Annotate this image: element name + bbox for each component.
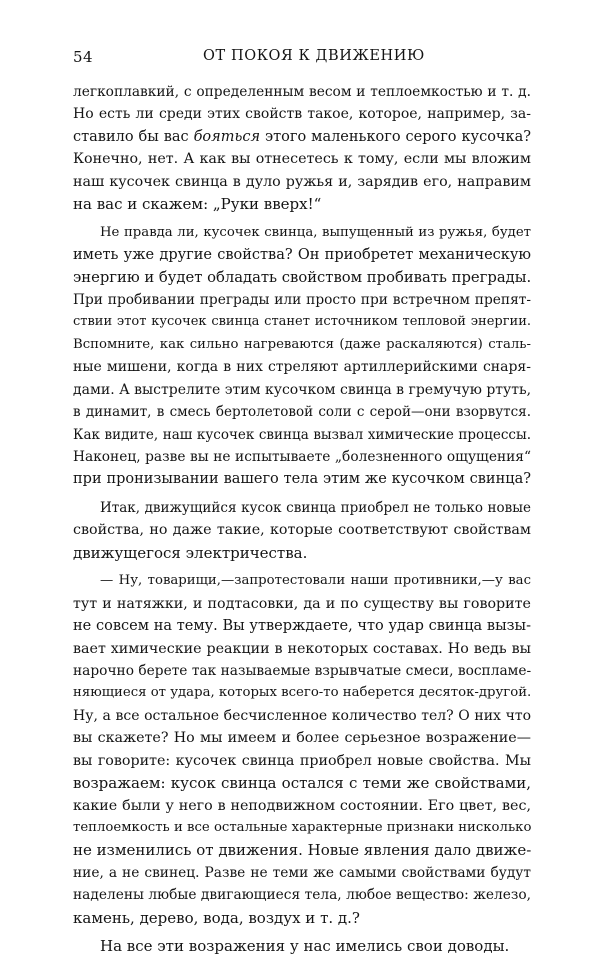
text-line: ствии этот кусочек свинца станет источником тепловой энергии.: [73, 314, 531, 330]
text-line: Но есть ли среди этих свойств такое, которое, например, за-: [73, 106, 531, 123]
page-number: 54: [73, 48, 94, 66]
text-line: при пронизывании вашего тела этим же кусочком свинца?: [73, 471, 531, 488]
text-line: вы говорите: кусочек свинца приобрел новые свойства. Мы: [73, 752, 531, 769]
body-text: [73, 81, 531, 958]
text-line: наделены любые двигающиеся тела, любое вещество: железо,: [73, 887, 531, 904]
text-line: вы скажете? Но мы имеем и более серьезное возражение—: [73, 730, 531, 747]
text-line: наш кусочек свинца в дуло ружья и, зарядив его, направим: [73, 173, 531, 190]
text-line: энергию и будет обладать свойством пробивать преграды.: [73, 268, 531, 286]
text-line: — Ну, товарищи,—запротестовали наши противники,—у вас: [100, 573, 531, 589]
text-line: возражаем: кусок свинца остался с теми же свойствами,: [73, 774, 531, 793]
text-line: легкоплавкий, с определенным весом и теплоемкостью и т. д.: [73, 84, 531, 100]
text-line: Как видите, наш кусочек свинца вызвал химические процессы.: [73, 426, 531, 443]
text-line: дами. А выстрелите этим кусочком свинца в гремучую ртуть,: [73, 381, 531, 398]
text-line: тут и натяжки, и подтасовки, да и по существу вы говорите: [73, 595, 531, 612]
text-line: на вас и скажем: „Руки вверх!“: [73, 195, 322, 214]
text-line: При пробивании преграды или просто при встречном препят-: [73, 291, 531, 308]
text-line: Наконец, разве вы не испытываете „болезненного ощущения“: [73, 449, 531, 465]
running-title: ОТ ПОКОЯ К ДВИЖЕНИЮ: [203, 48, 425, 64]
text-line: Ну, а все остальное бесчисленное количество тел? О них что: [73, 707, 531, 724]
text-line: ние, а не свинец. Разве не теми же самыми свойствами будут: [73, 864, 531, 881]
text-line: Вспомните, как сильно нагреваются (даже раскаляются) сталь-: [73, 336, 531, 352]
text-line: нарочно берете так называемые взрывчатые смеси, воспламе-: [73, 662, 531, 679]
emphasized-word: бояться: [193, 128, 261, 145]
paragraph: [73, 222, 531, 491]
text-line: свойства, но даже такие, которые соответствуют свойствам: [73, 522, 531, 539]
text-line: Конечно, нет. А как вы отнесетесь к тому, если мы вложим: [73, 151, 531, 168]
paragraph: [73, 570, 531, 929]
text-line: ставило бы вас бояться этого маленького серого кусочка?: [73, 128, 531, 145]
paragraph: [73, 935, 531, 957]
text-line: няющиеся от удара, которых всего-то наберется десяток-другой.: [73, 685, 531, 701]
text-line: не совсем на тему. Вы утверждаете, что удар свинца вызы-: [73, 618, 531, 635]
text-line: вает химические реакции в некоторых составах. Но ведь вы: [73, 640, 531, 657]
running-head: [73, 48, 528, 70]
text-line: камень, дерево, вода, воздух и т. д.?: [73, 908, 360, 927]
text-line: Не правда ли, кусочек свинца, выпущенный из ружья, будет: [100, 224, 531, 240]
text-line: теплоемкость и все остальные характерные признаки нисколько: [73, 820, 531, 835]
text-line: ные мишени, когда в них стреляют артиллерийскими снаря-: [73, 359, 531, 376]
text-line: Итак, движущийся кусок свинца приобрел не только новые: [100, 499, 531, 516]
paragraph: [73, 81, 531, 216]
text-line: движущегося электричества.: [73, 543, 308, 562]
paragraph: [73, 497, 531, 564]
text-line: какие были у него в неподвижном состоянии. Его цвет, вес,: [73, 797, 531, 814]
text-line: иметь уже другие свойства? Он приобретет механическую: [73, 247, 531, 264]
text-line: в динамит, в смесь бертолетовой соли с серой—они взорвутся.: [73, 404, 531, 421]
text-line: На все эти возражения у нас имелись свои доводы.: [100, 937, 510, 956]
text-line: не изменились от движения. Новые явления дало движе-: [73, 841, 531, 860]
